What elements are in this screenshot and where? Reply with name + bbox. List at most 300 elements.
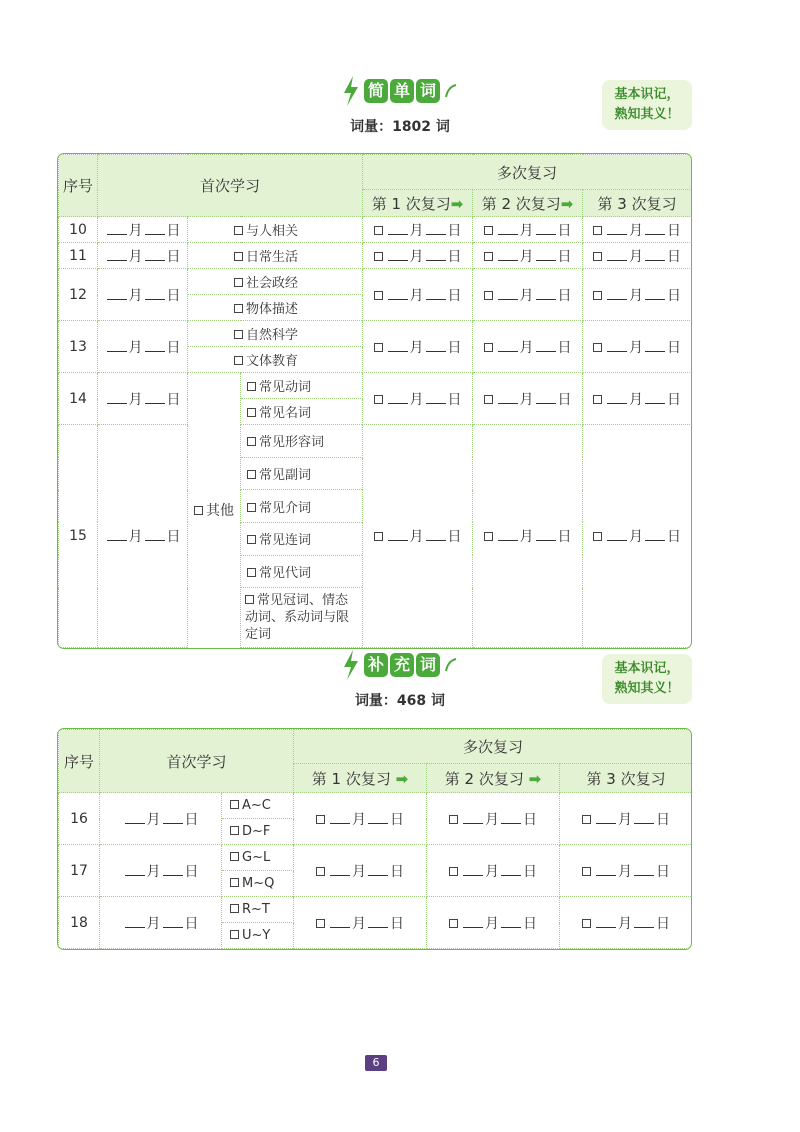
checkbox[interactable] bbox=[582, 867, 591, 876]
category-checkbox[interactable] bbox=[230, 878, 239, 887]
category-cell bbox=[222, 845, 294, 871]
day-label: 日 bbox=[184, 915, 199, 932]
checkbox[interactable] bbox=[593, 291, 602, 300]
category-cell bbox=[241, 373, 363, 399]
day-blank[interactable] bbox=[634, 864, 654, 876]
day-label: 日 bbox=[166, 248, 181, 265]
word-count: 词量：1802 词 bbox=[350, 119, 450, 135]
month-blank[interactable] bbox=[596, 812, 616, 824]
table-row bbox=[59, 373, 692, 399]
checkbox[interactable] bbox=[316, 867, 325, 876]
category-cell bbox=[241, 588, 363, 648]
day-label: 日 bbox=[447, 222, 462, 239]
review-date bbox=[427, 845, 560, 897]
category-checkbox[interactable] bbox=[247, 568, 256, 577]
checkbox[interactable] bbox=[374, 343, 383, 352]
category-label: D~F bbox=[242, 824, 271, 839]
category-checkbox[interactable] bbox=[247, 503, 256, 512]
checkbox[interactable] bbox=[316, 919, 325, 928]
month-label: 月 bbox=[629, 339, 644, 356]
month-label: 月 bbox=[519, 287, 534, 304]
day-label: 日 bbox=[166, 287, 181, 304]
review-date bbox=[294, 897, 427, 949]
title-char: 充 bbox=[390, 653, 414, 677]
day-label: 日 bbox=[667, 339, 682, 356]
month-label: 月 bbox=[409, 287, 424, 304]
day-blank[interactable] bbox=[634, 916, 654, 928]
month-blank[interactable] bbox=[607, 340, 627, 352]
day-label: 日 bbox=[667, 222, 682, 239]
day-label: 日 bbox=[557, 287, 572, 304]
sprout-icon bbox=[444, 83, 458, 99]
day-blank[interactable] bbox=[536, 392, 556, 404]
first-study-date bbox=[100, 793, 222, 845]
category-label: 常见冠词、情态动词、系动词与限定词 bbox=[245, 593, 350, 643]
day-label: 日 bbox=[390, 811, 405, 828]
row-number: 16 bbox=[59, 793, 100, 845]
month-label: 月 bbox=[128, 391, 143, 408]
checkbox[interactable] bbox=[484, 226, 493, 235]
month-label: 月 bbox=[629, 222, 644, 239]
month-blank[interactable] bbox=[607, 288, 627, 300]
day-blank[interactable] bbox=[645, 529, 665, 541]
checkbox[interactable] bbox=[484, 532, 493, 541]
checkbox[interactable] bbox=[374, 226, 383, 235]
day-label: 日 bbox=[447, 287, 462, 304]
review-date bbox=[294, 845, 427, 897]
month-label: 月 bbox=[352, 811, 367, 828]
category-checkbox[interactable] bbox=[234, 330, 243, 339]
review-date bbox=[473, 425, 583, 648]
day-blank[interactable] bbox=[536, 288, 556, 300]
month-label: 月 bbox=[409, 222, 424, 239]
month-label: 月 bbox=[409, 391, 424, 408]
review-date bbox=[294, 793, 427, 845]
note-line: 基本识记， bbox=[614, 87, 680, 102]
review-date bbox=[583, 243, 692, 269]
checkbox[interactable] bbox=[449, 919, 458, 928]
month-label: 月 bbox=[352, 863, 367, 880]
header-review1: 第 1 次复习➡ bbox=[363, 190, 473, 217]
header-first-study: 首次学习 bbox=[100, 730, 294, 793]
day-blank[interactable] bbox=[536, 223, 556, 235]
title-char: 补 bbox=[364, 653, 388, 677]
day-blank[interactable] bbox=[426, 340, 446, 352]
month-blank[interactable] bbox=[463, 864, 483, 876]
table-row bbox=[59, 321, 692, 347]
month-blank[interactable] bbox=[107, 249, 127, 261]
day-blank[interactable] bbox=[501, 864, 521, 876]
header-review1: 第 1 次复习 ➡ bbox=[294, 764, 427, 793]
day-blank[interactable] bbox=[145, 529, 165, 541]
day-blank[interactable] bbox=[645, 249, 665, 261]
month-label: 月 bbox=[519, 339, 534, 356]
review-date bbox=[427, 793, 560, 845]
header-index: 序号 bbox=[59, 730, 100, 793]
day-blank[interactable] bbox=[426, 392, 446, 404]
category-cell bbox=[241, 490, 363, 523]
checkbox[interactable] bbox=[593, 226, 602, 235]
day-blank[interactable] bbox=[145, 288, 165, 300]
month-blank[interactable] bbox=[607, 249, 627, 261]
review-date bbox=[583, 425, 692, 648]
category-label: 其他 bbox=[206, 503, 234, 520]
category-cell bbox=[188, 321, 363, 347]
category-cell bbox=[222, 897, 294, 923]
category-checkbox[interactable] bbox=[230, 826, 239, 835]
month-blank[interactable] bbox=[498, 223, 518, 235]
row-number: 18 bbox=[59, 897, 100, 949]
checkbox[interactable] bbox=[593, 252, 602, 261]
word-count: 词量：468 词 bbox=[354, 693, 446, 709]
day-label: 日 bbox=[557, 391, 572, 408]
day-blank[interactable] bbox=[645, 340, 665, 352]
month-label: 月 bbox=[146, 811, 161, 828]
table-row bbox=[59, 217, 692, 243]
month-blank[interactable] bbox=[388, 249, 408, 261]
first-study-date bbox=[98, 269, 188, 321]
month-blank[interactable] bbox=[330, 812, 350, 824]
month-blank[interactable] bbox=[498, 288, 518, 300]
checkbox[interactable] bbox=[593, 395, 602, 404]
checkbox[interactable] bbox=[484, 395, 493, 404]
category-cell bbox=[188, 347, 363, 373]
first-study-date bbox=[98, 425, 188, 648]
review-date bbox=[363, 243, 473, 269]
first-study-date bbox=[98, 373, 188, 425]
category-checkbox[interactable] bbox=[234, 252, 243, 261]
day-blank[interactable] bbox=[426, 529, 446, 541]
day-blank[interactable] bbox=[368, 812, 388, 824]
month-label: 月 bbox=[629, 391, 644, 408]
day-blank[interactable] bbox=[536, 249, 556, 261]
month-label: 月 bbox=[519, 248, 534, 265]
note-line: 熟知其义！ bbox=[614, 681, 680, 696]
day-blank[interactable] bbox=[501, 916, 521, 928]
category-cell bbox=[188, 295, 363, 321]
month-blank[interactable] bbox=[498, 392, 518, 404]
month-label: 月 bbox=[409, 248, 424, 265]
month-blank[interactable] bbox=[125, 864, 145, 876]
category-cell bbox=[241, 457, 363, 490]
day-label: 日 bbox=[667, 248, 682, 265]
day-label: 日 bbox=[557, 529, 572, 546]
category-label: 文体教育 bbox=[246, 354, 299, 369]
day-blank[interactable] bbox=[645, 288, 665, 300]
checkbox[interactable] bbox=[374, 532, 383, 541]
review-date bbox=[363, 269, 473, 321]
category-label: 常见名词 bbox=[259, 406, 312, 421]
day-label: 日 bbox=[184, 811, 199, 828]
month-blank[interactable] bbox=[388, 288, 408, 300]
category-label: 常见动词 bbox=[259, 380, 312, 395]
month-label: 月 bbox=[485, 811, 500, 828]
day-label: 日 bbox=[656, 811, 671, 828]
first-study-date bbox=[100, 845, 222, 897]
category-label: 社会政经 bbox=[246, 276, 299, 291]
other-group bbox=[188, 373, 241, 648]
day-label: 日 bbox=[656, 863, 671, 880]
checkbox[interactable] bbox=[582, 815, 591, 824]
row-number: 13 bbox=[59, 321, 98, 373]
review-date bbox=[583, 373, 692, 425]
category-cell bbox=[222, 871, 294, 897]
review-date bbox=[363, 373, 473, 425]
category-label: 日常生活 bbox=[246, 250, 299, 265]
first-study-date bbox=[98, 217, 188, 243]
checkbox[interactable] bbox=[316, 815, 325, 824]
row-number: 17 bbox=[59, 845, 100, 897]
day-label: 日 bbox=[557, 248, 572, 265]
category-label: 常见形容词 bbox=[259, 435, 325, 451]
day-label: 日 bbox=[523, 915, 538, 932]
category-checkbox[interactable] bbox=[230, 904, 239, 913]
category-checkbox[interactable] bbox=[230, 930, 239, 939]
category-label: G~L bbox=[242, 850, 271, 865]
checkbox[interactable] bbox=[484, 252, 493, 261]
day-label: 日 bbox=[447, 529, 462, 546]
month-blank[interactable] bbox=[463, 812, 483, 824]
month-blank[interactable] bbox=[463, 916, 483, 928]
day-blank[interactable] bbox=[145, 340, 165, 352]
day-label: 日 bbox=[447, 391, 462, 408]
checkbox[interactable] bbox=[449, 867, 458, 876]
category-label: 自然科学 bbox=[246, 328, 299, 343]
month-blank[interactable] bbox=[330, 916, 350, 928]
day-blank[interactable] bbox=[145, 392, 165, 404]
checkbox[interactable] bbox=[374, 252, 383, 261]
month-label: 月 bbox=[618, 811, 633, 828]
category-checkbox[interactable] bbox=[194, 506, 203, 515]
month-blank[interactable] bbox=[107, 223, 127, 235]
month-label: 月 bbox=[629, 529, 644, 546]
review-date bbox=[560, 845, 692, 897]
category-checkbox[interactable] bbox=[247, 408, 256, 417]
first-study-date bbox=[100, 897, 222, 949]
day-blank[interactable] bbox=[426, 288, 446, 300]
month-label: 月 bbox=[485, 915, 500, 932]
month-label: 月 bbox=[519, 391, 534, 408]
category-label: 物体描述 bbox=[246, 302, 299, 317]
month-blank[interactable] bbox=[388, 529, 408, 541]
note-line: 基本识记， bbox=[614, 661, 680, 676]
review-date bbox=[473, 217, 583, 243]
month-label: 月 bbox=[485, 863, 500, 880]
day-blank[interactable] bbox=[368, 864, 388, 876]
title-char: 简 bbox=[364, 79, 388, 103]
day-blank[interactable] bbox=[145, 249, 165, 261]
review-date bbox=[560, 793, 692, 845]
day-blank[interactable] bbox=[501, 812, 521, 824]
row-number: 11 bbox=[59, 243, 98, 269]
review-date bbox=[363, 321, 473, 373]
month-blank[interactable] bbox=[607, 223, 627, 235]
review-date bbox=[473, 269, 583, 321]
category-cell bbox=[188, 269, 363, 295]
review-date bbox=[473, 243, 583, 269]
table-row bbox=[59, 425, 692, 458]
month-label: 月 bbox=[409, 529, 424, 546]
month-blank[interactable] bbox=[607, 392, 627, 404]
category-cell bbox=[241, 399, 363, 425]
page-number: 6 bbox=[365, 1055, 387, 1071]
checkbox[interactable] bbox=[484, 343, 493, 352]
table-row bbox=[59, 793, 693, 819]
note-box bbox=[602, 654, 692, 704]
row-number: 10 bbox=[59, 217, 98, 243]
day-blank[interactable] bbox=[426, 223, 446, 235]
category-checkbox[interactable] bbox=[234, 304, 243, 313]
month-blank[interactable] bbox=[330, 864, 350, 876]
category-checkbox[interactable] bbox=[230, 852, 239, 861]
category-label: U~Y bbox=[242, 928, 271, 943]
header-review3: 第 3 次复习 bbox=[583, 190, 692, 217]
month-label: 月 bbox=[146, 863, 161, 880]
day-label: 日 bbox=[447, 339, 462, 356]
row-number: 15 bbox=[59, 425, 98, 648]
checkbox[interactable] bbox=[374, 291, 383, 300]
month-blank[interactable] bbox=[107, 288, 127, 300]
table-row bbox=[59, 845, 693, 871]
day-label: 日 bbox=[166, 339, 181, 356]
category-checkbox[interactable] bbox=[247, 382, 256, 391]
day-blank[interactable] bbox=[426, 249, 446, 261]
category-label: 与人相关 bbox=[246, 224, 299, 239]
day-label: 日 bbox=[166, 222, 181, 239]
category-label: M~Q bbox=[242, 876, 275, 891]
header-review2: 第 2 次复习 ➡ bbox=[427, 764, 560, 793]
title-char: 单 bbox=[390, 79, 414, 103]
checkbox[interactable] bbox=[374, 395, 383, 404]
day-blank[interactable] bbox=[536, 340, 556, 352]
category-cell bbox=[241, 522, 363, 555]
first-study-date bbox=[98, 321, 188, 373]
category-checkbox[interactable] bbox=[247, 470, 256, 479]
note-line: 熟知其义！ bbox=[614, 107, 680, 122]
month-blank[interactable] bbox=[107, 392, 127, 404]
day-blank[interactable] bbox=[163, 916, 183, 928]
category-cell bbox=[241, 555, 363, 588]
day-label: 日 bbox=[166, 529, 181, 546]
day-label: 日 bbox=[447, 248, 462, 265]
category-label: R~T bbox=[242, 902, 270, 917]
day-label: 日 bbox=[523, 811, 538, 828]
review-date bbox=[473, 321, 583, 373]
review-date bbox=[583, 217, 692, 243]
month-blank[interactable] bbox=[498, 249, 518, 261]
table-row bbox=[59, 243, 692, 269]
day-blank[interactable] bbox=[368, 916, 388, 928]
month-label: 月 bbox=[629, 248, 644, 265]
month-label: 月 bbox=[519, 222, 534, 239]
first-study-date bbox=[98, 243, 188, 269]
day-label: 日 bbox=[184, 863, 199, 880]
month-blank[interactable] bbox=[107, 529, 127, 541]
header-multi-review: 多次复习 bbox=[294, 730, 692, 764]
day-label: 日 bbox=[667, 391, 682, 408]
day-label: 日 bbox=[166, 391, 181, 408]
month-blank[interactable] bbox=[388, 223, 408, 235]
day-blank[interactable] bbox=[645, 392, 665, 404]
category-checkbox[interactable] bbox=[245, 595, 254, 604]
day-label: 日 bbox=[557, 339, 572, 356]
day-label: 日 bbox=[667, 287, 682, 304]
month-blank[interactable] bbox=[607, 529, 627, 541]
day-blank[interactable] bbox=[536, 529, 556, 541]
category-cell bbox=[222, 793, 294, 819]
row-number: 12 bbox=[59, 269, 98, 321]
category-checkbox[interactable] bbox=[234, 226, 243, 235]
day-blank[interactable] bbox=[163, 812, 183, 824]
day-label: 日 bbox=[667, 529, 682, 546]
table-row bbox=[59, 269, 692, 295]
day-label: 日 bbox=[390, 863, 405, 880]
day-blank[interactable] bbox=[145, 223, 165, 235]
category-label: 常见副词 bbox=[259, 467, 312, 483]
category-label: A~C bbox=[242, 798, 271, 813]
category-cell bbox=[188, 243, 363, 269]
review-date bbox=[583, 269, 692, 321]
header-review2: 第 2 次复习➡ bbox=[473, 190, 583, 217]
lightning-icon bbox=[342, 76, 360, 106]
category-checkbox[interactable] bbox=[234, 278, 243, 287]
month-blank[interactable] bbox=[125, 812, 145, 824]
month-label: 月 bbox=[618, 915, 633, 932]
day-blank[interactable] bbox=[163, 864, 183, 876]
day-blank[interactable] bbox=[645, 223, 665, 235]
category-label: 常见介词 bbox=[259, 500, 312, 516]
month-blank[interactable] bbox=[498, 340, 518, 352]
day-label: 日 bbox=[390, 915, 405, 932]
category-checkbox[interactable] bbox=[230, 800, 239, 809]
month-label: 月 bbox=[128, 287, 143, 304]
category-label: 常见代词 bbox=[259, 565, 312, 581]
month-label: 月 bbox=[618, 863, 633, 880]
row-number: 14 bbox=[59, 373, 98, 425]
checkbox[interactable] bbox=[484, 291, 493, 300]
header-multi-review: 多次复习 bbox=[363, 155, 692, 190]
header-first-study: 首次学习 bbox=[98, 155, 363, 217]
month-blank[interactable] bbox=[498, 529, 518, 541]
checkbox[interactable] bbox=[593, 343, 602, 352]
month-blank[interactable] bbox=[107, 340, 127, 352]
month-blank[interactable] bbox=[596, 864, 616, 876]
month-label: 月 bbox=[128, 529, 143, 546]
checkbox[interactable] bbox=[582, 919, 591, 928]
month-blank[interactable] bbox=[388, 392, 408, 404]
category-checkbox[interactable] bbox=[234, 356, 243, 365]
checkbox[interactable] bbox=[449, 815, 458, 824]
day-label: 日 bbox=[557, 222, 572, 239]
category-cell bbox=[222, 819, 294, 845]
month-blank[interactable] bbox=[125, 916, 145, 928]
header-index: 序号 bbox=[59, 155, 98, 217]
category-cell bbox=[188, 217, 363, 243]
month-label: 月 bbox=[128, 339, 143, 356]
checkbox[interactable] bbox=[593, 532, 602, 541]
header-review3: 第 3 次复习 bbox=[560, 764, 692, 793]
lightning-icon bbox=[342, 650, 360, 680]
category-checkbox[interactable] bbox=[247, 437, 256, 446]
review-table-2 bbox=[57, 728, 692, 950]
month-label: 月 bbox=[352, 915, 367, 932]
category-checkbox[interactable] bbox=[247, 535, 256, 544]
month-blank[interactable] bbox=[388, 340, 408, 352]
month-blank[interactable] bbox=[596, 916, 616, 928]
day-blank[interactable] bbox=[634, 812, 654, 824]
table-row bbox=[59, 897, 693, 923]
month-label: 月 bbox=[629, 287, 644, 304]
